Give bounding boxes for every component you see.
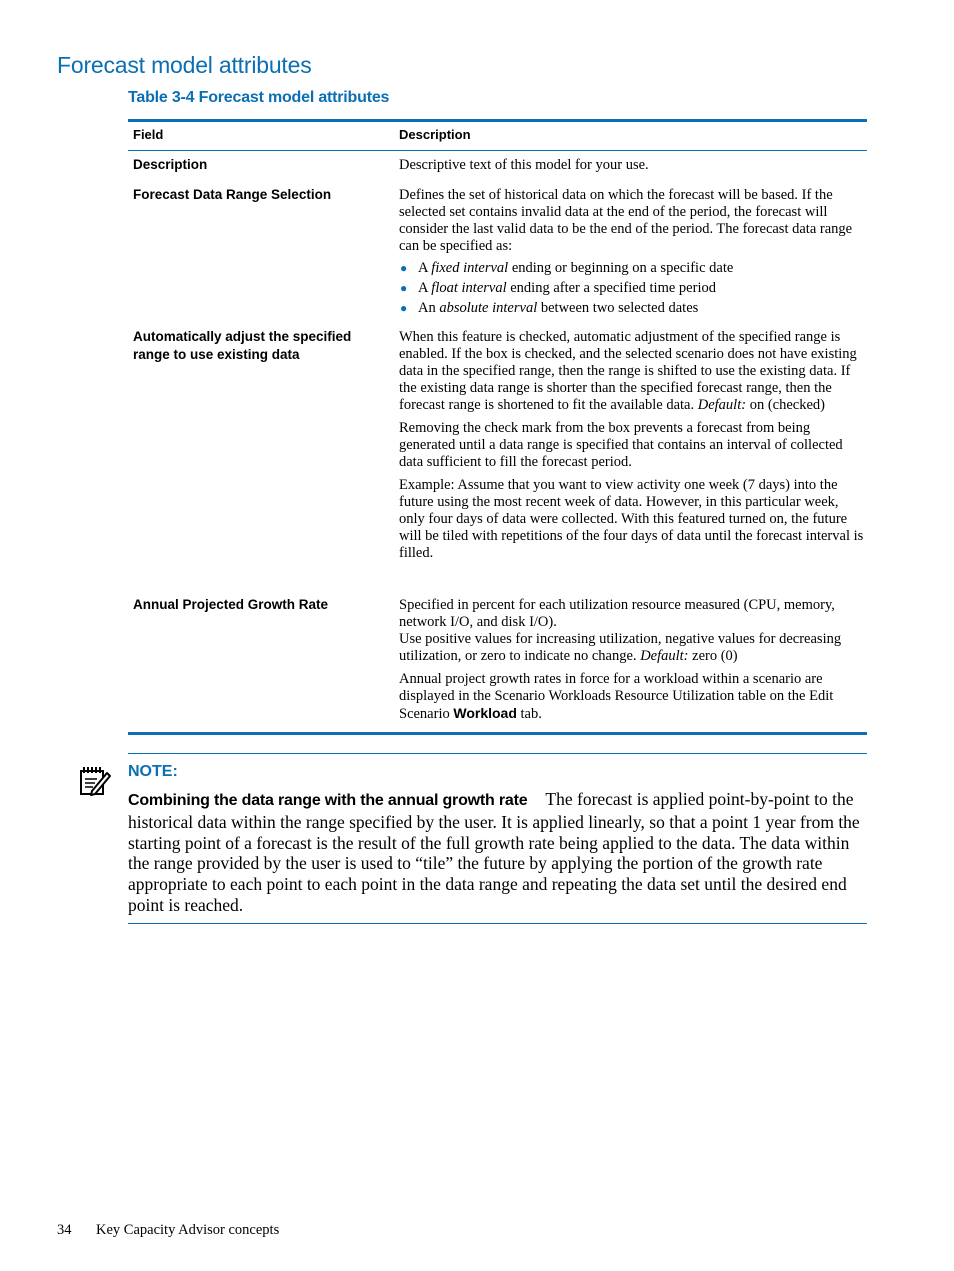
section-title: Forecast model attributes — [57, 52, 312, 78]
table-header-rule — [128, 150, 867, 151]
interval-list — [399, 258, 864, 318]
list-item: ● An absolute interval between two selected dates — [400, 300, 699, 316]
note-body — [128, 789, 868, 916]
note-pad-icon — [78, 765, 112, 797]
table-top-rule — [128, 119, 867, 122]
desc-paragraph: Descriptive text of this model for your use. — [399, 157, 649, 173]
desc-paragraph: Removing the check mark from the box prevents a forecast from being generated until a data range is specified that contains an interval of collected data sufficient to fill the forecast period. — [399, 420, 843, 470]
note-bottom-rule — [128, 923, 867, 924]
column-header-field: Field — [133, 127, 164, 142]
desc-paragraph: Defines the set of historical data on which the forecast will be based. If the selected set contains invalid data at the end of the period, the forecast will consider the last valid data to be the end of the period. The forecast data range can be specified as: — [399, 187, 853, 254]
note-heading: Combining the data range with the annual growth rate — [128, 792, 528, 809]
row-desc-description — [399, 157, 864, 174]
row-field-growth-rate: Annual Projected Growth Rate — [133, 597, 329, 612]
row-field-description: Description — [133, 157, 208, 172]
bullet-icon: ● — [400, 301, 408, 315]
note-text: The forecast is applied point-by-point to the historical data within the range specified by the user. It is applied linearly, so that a point 1 year from the starting point of a forecast is the result of the full growth rate being applied to the data. The data within the range provided by the user is used to “tile” the future by applying the portion of the growth rate appropriate to each point to each point in the data range and repeating the data set until the desired end point is reached. — [128, 789, 860, 915]
page-number: 34 — [57, 1222, 72, 1238]
desc-paragraph: Specified in percent for each utilization resource measured (CPU, memory, network I/O, and disk I/O). Use positive values for increasing utilization, negative values for decreasing utilization, or zero to indicate no change. Default: zero (0) — [399, 597, 842, 664]
desc-paragraph: Annual project growth rates in force for a workload within a scenario are displayed in the Scenario Workloads Resource Utilization table on the Edit Scenario Workload tab. — [399, 671, 834, 722]
bullet-icon: ● — [400, 261, 408, 275]
row-desc-growth-rate — [399, 597, 864, 723]
row-desc-auto-adjust — [399, 329, 864, 562]
table-bottom-rule — [128, 732, 867, 735]
row-desc-forecast-data-range — [399, 187, 864, 318]
footer-chapter-title: Key Capacity Advisor concepts — [96, 1222, 280, 1238]
bullet-icon: ● — [400, 281, 408, 295]
list-item: ● A float interval ending after a specified time period — [400, 280, 716, 296]
column-header-description: Description — [399, 127, 471, 142]
note-label: NOTE: — [128, 763, 178, 780]
ui-term-workload: Workload — [453, 705, 517, 721]
list-item: ● A fixed interval ending or beginning on a specific date — [400, 260, 734, 276]
desc-paragraph: When this feature is checked, automatic adjustment of the specified range is enabled. If the box is checked, and the selected scenario does not have existing data in the specified range, then the range is shifted to use the existing data. If the existing data range is shorter than the specified forecast range, then the forecast range is shortened to fit the available data. Default: on (checked) — [399, 329, 857, 413]
desc-paragraph: Example: Assume that you want to view activity one week (7 days) into the future using the most recent week of data. However, in this particular week, only four days of data were collected. With this featured turned on, the future will be tiled with repetitions of the four days of data until the forecast interval is filled. — [399, 477, 864, 561]
row-field-forecast-data-range: Forecast Data Range Selection — [133, 187, 332, 202]
row-field-auto-adjust: Automatically adjust the specified range to use existing data — [133, 329, 352, 362]
table-caption: Table 3-4 Forecast model attributes — [128, 89, 390, 106]
note-top-rule — [128, 753, 867, 754]
